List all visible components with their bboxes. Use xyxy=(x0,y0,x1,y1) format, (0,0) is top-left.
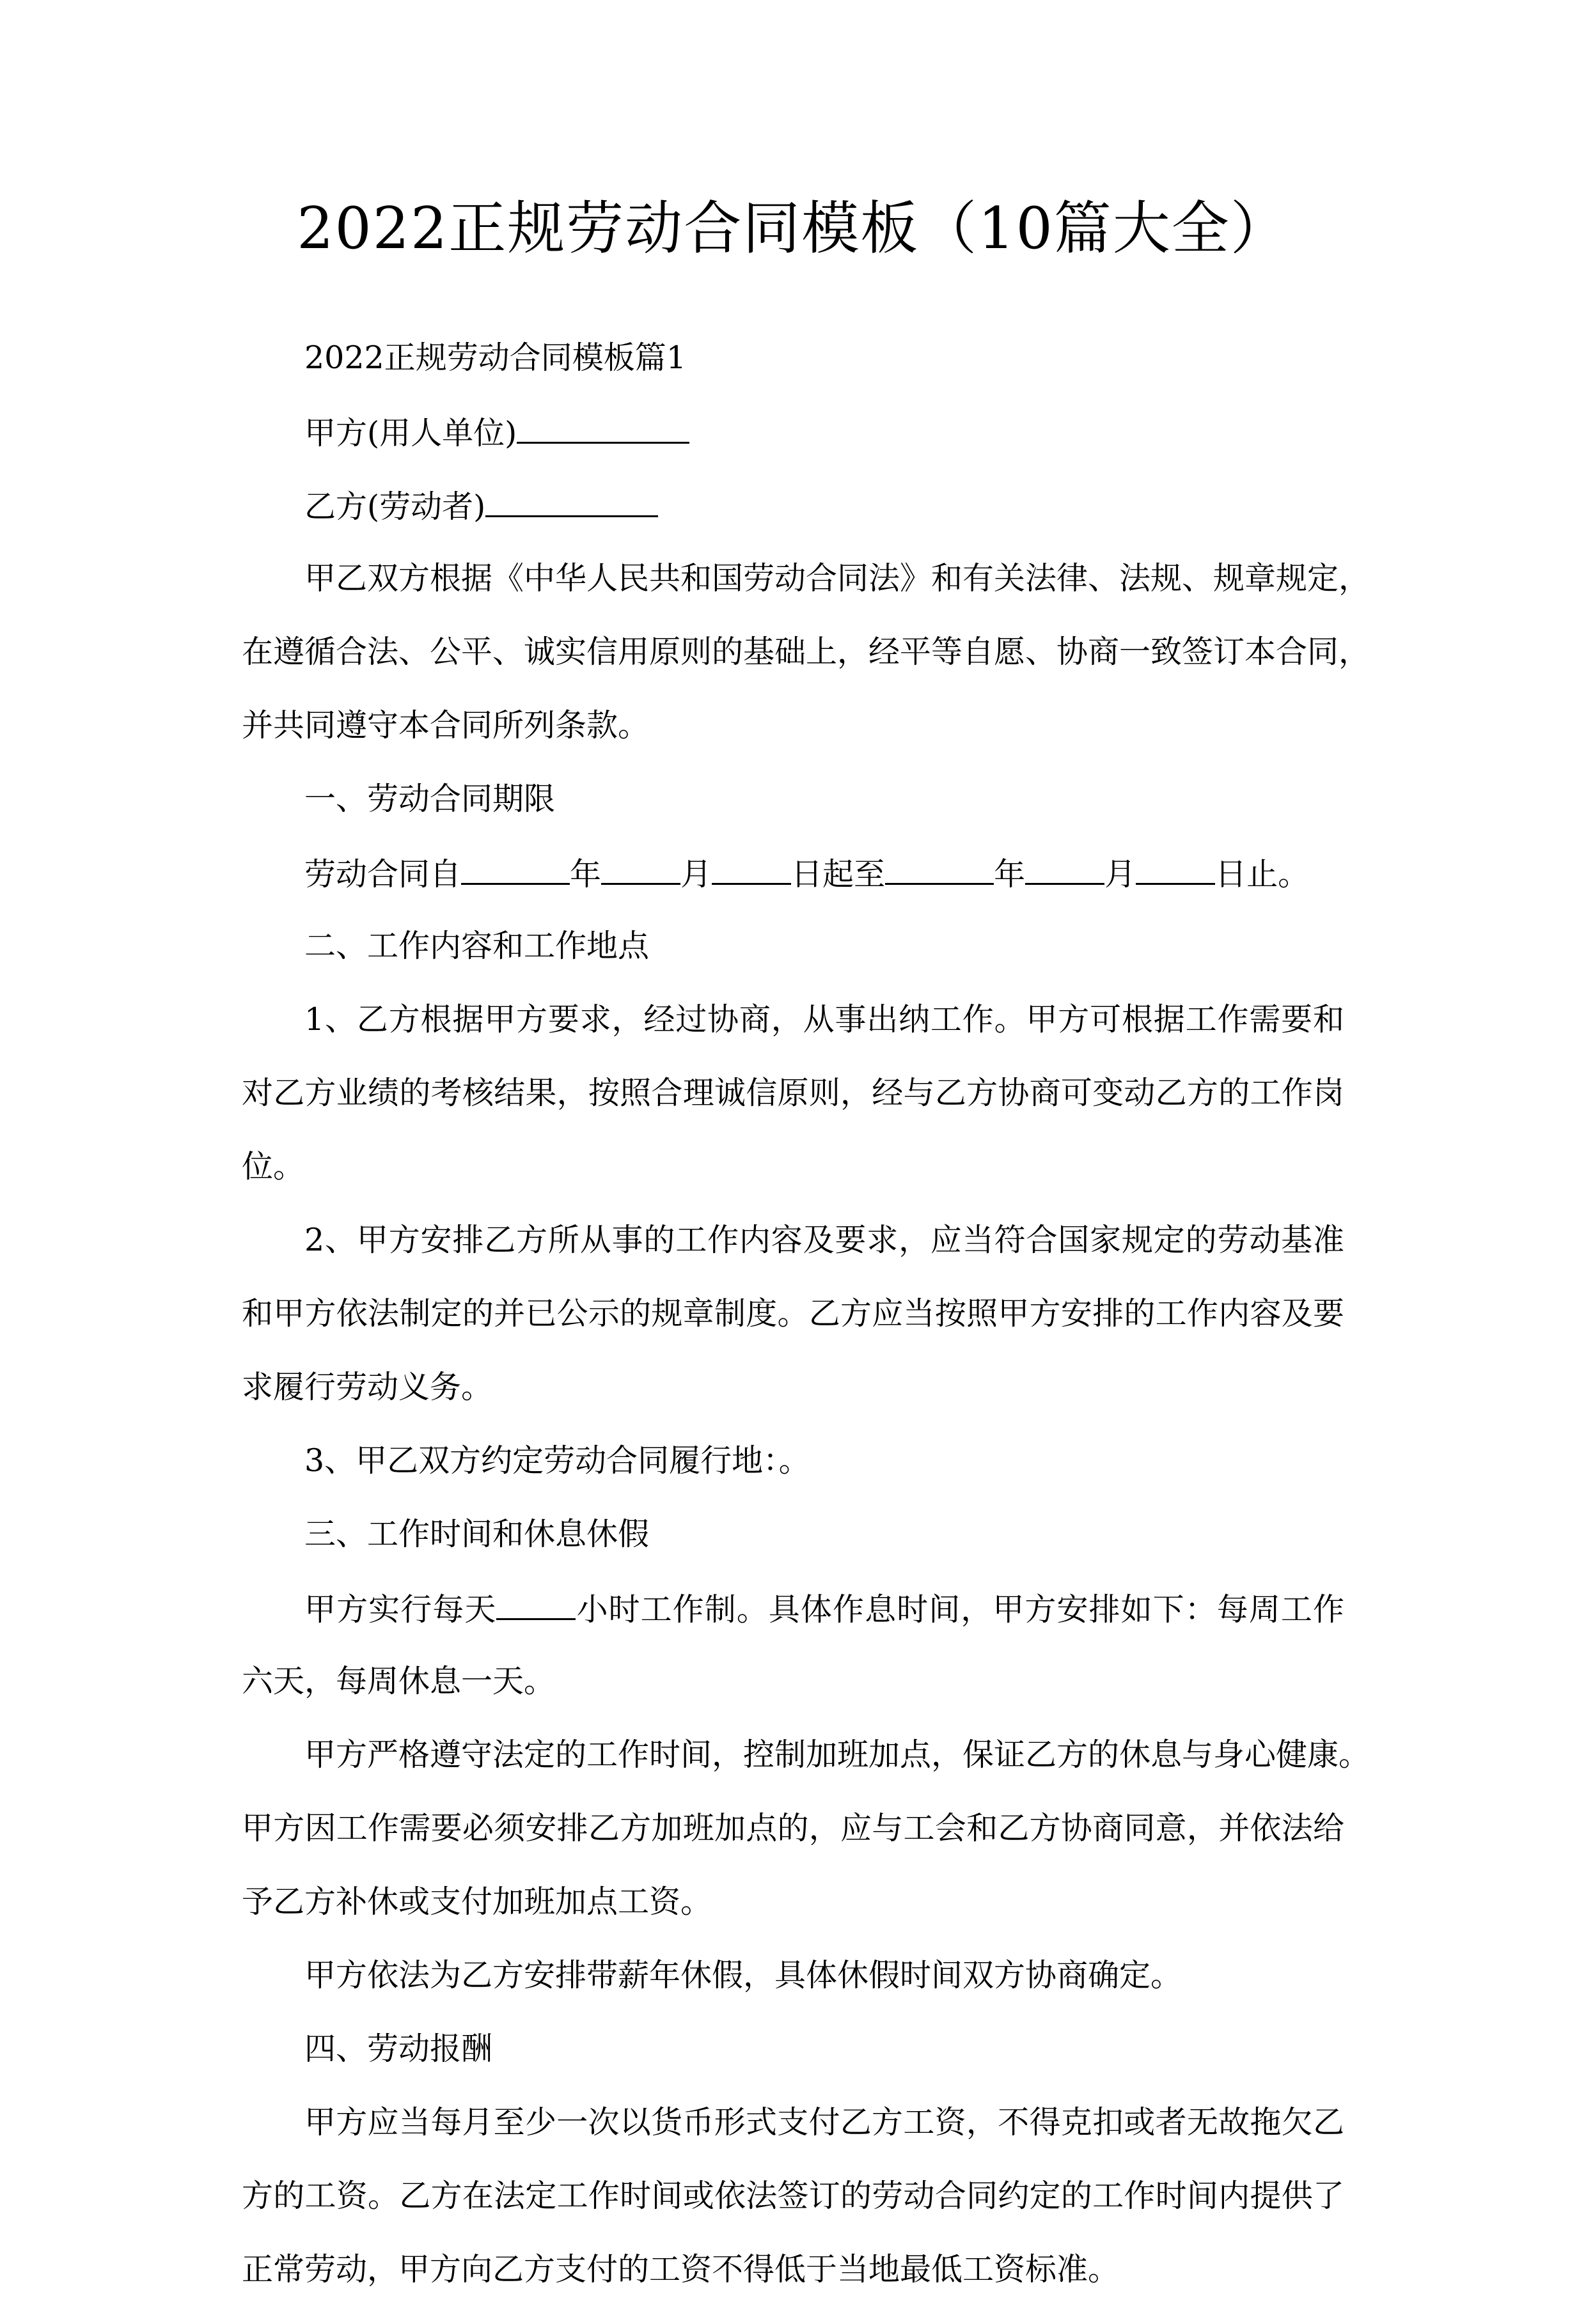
clause-line: 2、甲方安排乙方所从事的工作内容及要求，应当符合国家规定的劳动基准 xyxy=(304,1222,1344,1258)
section-heading: 二、工作内容和工作地点 xyxy=(304,928,650,964)
preamble-line: 并共同遵守本合同所列条款。 xyxy=(242,707,650,744)
term-month-label: 月 xyxy=(680,856,712,893)
contract-term-line xyxy=(242,854,1344,892)
clause-line: 3、甲乙双方约定劳动合同履行地：。 xyxy=(304,1442,810,1479)
section-heading: 一、劳动合同期限 xyxy=(304,781,556,817)
end-year-blank[interactable] xyxy=(885,854,994,885)
clause-line: 和甲方依法制定的并已公示的规章制度。乙方应当按照甲方安排的工作内容及要 xyxy=(242,1295,1344,1332)
start-year-blank[interactable] xyxy=(461,854,570,885)
document-title: 2022正规劳动合同模板（10篇大全） xyxy=(297,195,1289,262)
end-day-blank[interactable] xyxy=(1136,854,1215,885)
section-heading: 三、工作时间和休息休假 xyxy=(304,1516,650,1552)
party-a-blank[interactable] xyxy=(517,412,689,444)
start-day-blank[interactable] xyxy=(712,854,791,885)
term-prefix: 劳动合同自 xyxy=(304,856,462,893)
clause-line: 正常劳动，甲方向乙方支付的工资不得低于当地最低工资标准。 xyxy=(242,2251,1120,2288)
document-body xyxy=(242,339,1370,2324)
start-month-blank[interactable] xyxy=(601,854,680,885)
clause-line: 甲方应当每月至少一次以货币形式支付乙方工资，不得克扣或者无故拖欠乙 xyxy=(304,2104,1344,2141)
clause-line: 甲方因工作需要必须安排乙方加班加点的，应与工会和乙方协商同意，并依法给 xyxy=(242,1810,1344,1846)
clause-line: 予乙方补休或支付加班加点工资。 xyxy=(242,1883,712,1920)
end-month-blank[interactable] xyxy=(1025,854,1104,885)
hours-prefix: 甲方实行每天 xyxy=(304,1591,497,1628)
clause-line: 对乙方业绩的考核结果，按照合理诚信原则，经与乙方协商可变动乙方的工作岗 xyxy=(242,1075,1344,1111)
daily-hours-blank[interactable] xyxy=(496,1589,576,1620)
template-subtitle: 2022正规劳动合同模板篇1 xyxy=(304,339,686,376)
hours-suffix: 小时工作制。具体作息时间，甲方安排如下：每周工作 xyxy=(576,1591,1344,1628)
clause-line: 位。 xyxy=(242,1148,305,1185)
clause-line: 甲方依法为乙方安排带薪年休假，具体休假时间双方协商确定。 xyxy=(304,1957,1182,1993)
clause-line: 求履行劳动义务。 xyxy=(242,1369,493,1405)
section-heading: 四、劳动报酬 xyxy=(304,2031,493,2067)
term-year-label: 年 xyxy=(570,856,602,893)
clause-line: 1、乙方根据甲方要求，经过协商，从事出纳工作。甲方可根据工作需要和 xyxy=(304,1001,1344,1038)
preamble-line: 甲乙双方根据《中华人民共和国劳动合同法》和有关法律、法规、规章规定， xyxy=(304,560,1370,597)
term-month-label: 月 xyxy=(1104,856,1136,893)
clause-line: 方的工资。乙方在法定工作时间或依法签订的劳动合同约定的工作时间内提供了 xyxy=(242,2178,1344,2214)
term-start-suffix: 日起至 xyxy=(791,856,886,893)
party-b-blank[interactable] xyxy=(485,486,658,517)
term-year-label: 年 xyxy=(994,856,1026,893)
preamble-line: 在遵循合法、公平、诚实信用原则的基础上，经平等自愿、协商一致签订本合同， xyxy=(242,634,1370,670)
party-a-label: 甲方(用人单位) xyxy=(304,415,517,451)
term-end-suffix: 日止。 xyxy=(1215,856,1310,893)
clause-line: 六天，每周休息一天。 xyxy=(242,1663,556,1699)
party-a-field xyxy=(242,412,1344,451)
clause-line: 甲方严格遵守法定的工作时间，控制加班加点，保证乙方的休息与身心健康。 xyxy=(304,1736,1370,1773)
work-hours-line xyxy=(242,1589,1344,1627)
party-b-field xyxy=(242,486,1344,524)
party-b-label: 乙方(劳动者) xyxy=(304,488,486,525)
